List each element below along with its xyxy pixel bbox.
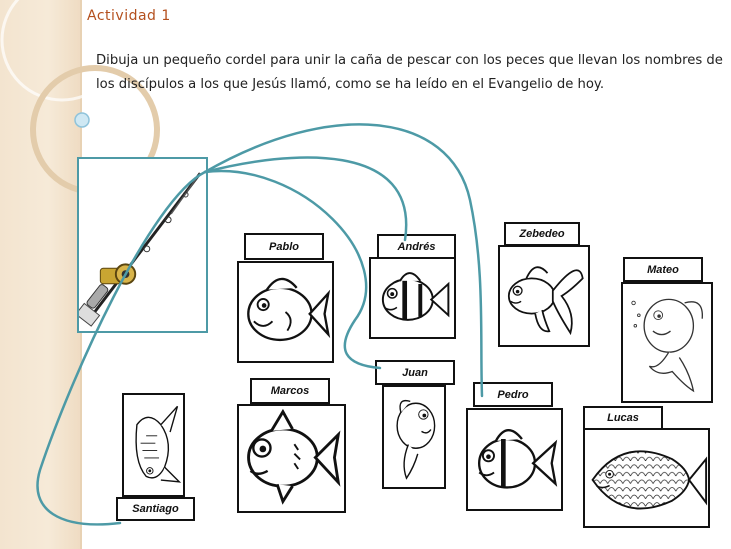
fish-santiago: [122, 393, 185, 497]
fish-juan-icon: [384, 387, 444, 487]
label-lucas: Lucas: [583, 406, 663, 430]
fish-marcos-icon: [239, 406, 344, 511]
fish-zebedeo-icon: [500, 247, 588, 345]
label-andres: Andrés: [377, 234, 456, 260]
fish-zebedeo: [498, 245, 590, 347]
fishing-rod-icon: [79, 159, 206, 331]
fishing-rod-box: [77, 157, 208, 333]
instructions-text: Dibuja un pequeño cordel para unir la caña de pescar con los peces que llevan los nombres de los discípulos a los que Jesús llamó, como se ha leído en el Evangelio de hoy.: [96, 53, 723, 92]
fish-andres-icon: [371, 259, 454, 337]
label-juan: Juan: [375, 360, 455, 385]
fish-mateo: [621, 282, 713, 403]
label-zebedeo: Zebedeo: [504, 222, 580, 246]
fish-pedro: [466, 408, 563, 511]
fish-juan: [382, 385, 446, 489]
fish-pedro-icon: [468, 410, 561, 509]
fish-santiago-icon: [124, 395, 183, 495]
label-marcos: Marcos: [250, 378, 330, 404]
label-mateo: Mateo: [623, 257, 703, 282]
fish-lucas-icon: [585, 430, 708, 526]
line-to-andres: [205, 157, 406, 240]
label-santiago: Santiago: [116, 497, 195, 521]
fish-pablo: [237, 261, 334, 363]
fish-marcos: [237, 404, 346, 513]
fish-pablo-icon: [239, 263, 332, 361]
label-pablo: Pablo: [244, 233, 324, 260]
decorative-side-band: [0, 0, 80, 549]
fish-lucas: [583, 428, 710, 528]
activity-title: Actividad 1: [87, 8, 171, 24]
fish-mateo-icon: [623, 284, 711, 401]
fish-andres: [369, 257, 456, 339]
label-pedro: Pedro: [473, 382, 553, 407]
